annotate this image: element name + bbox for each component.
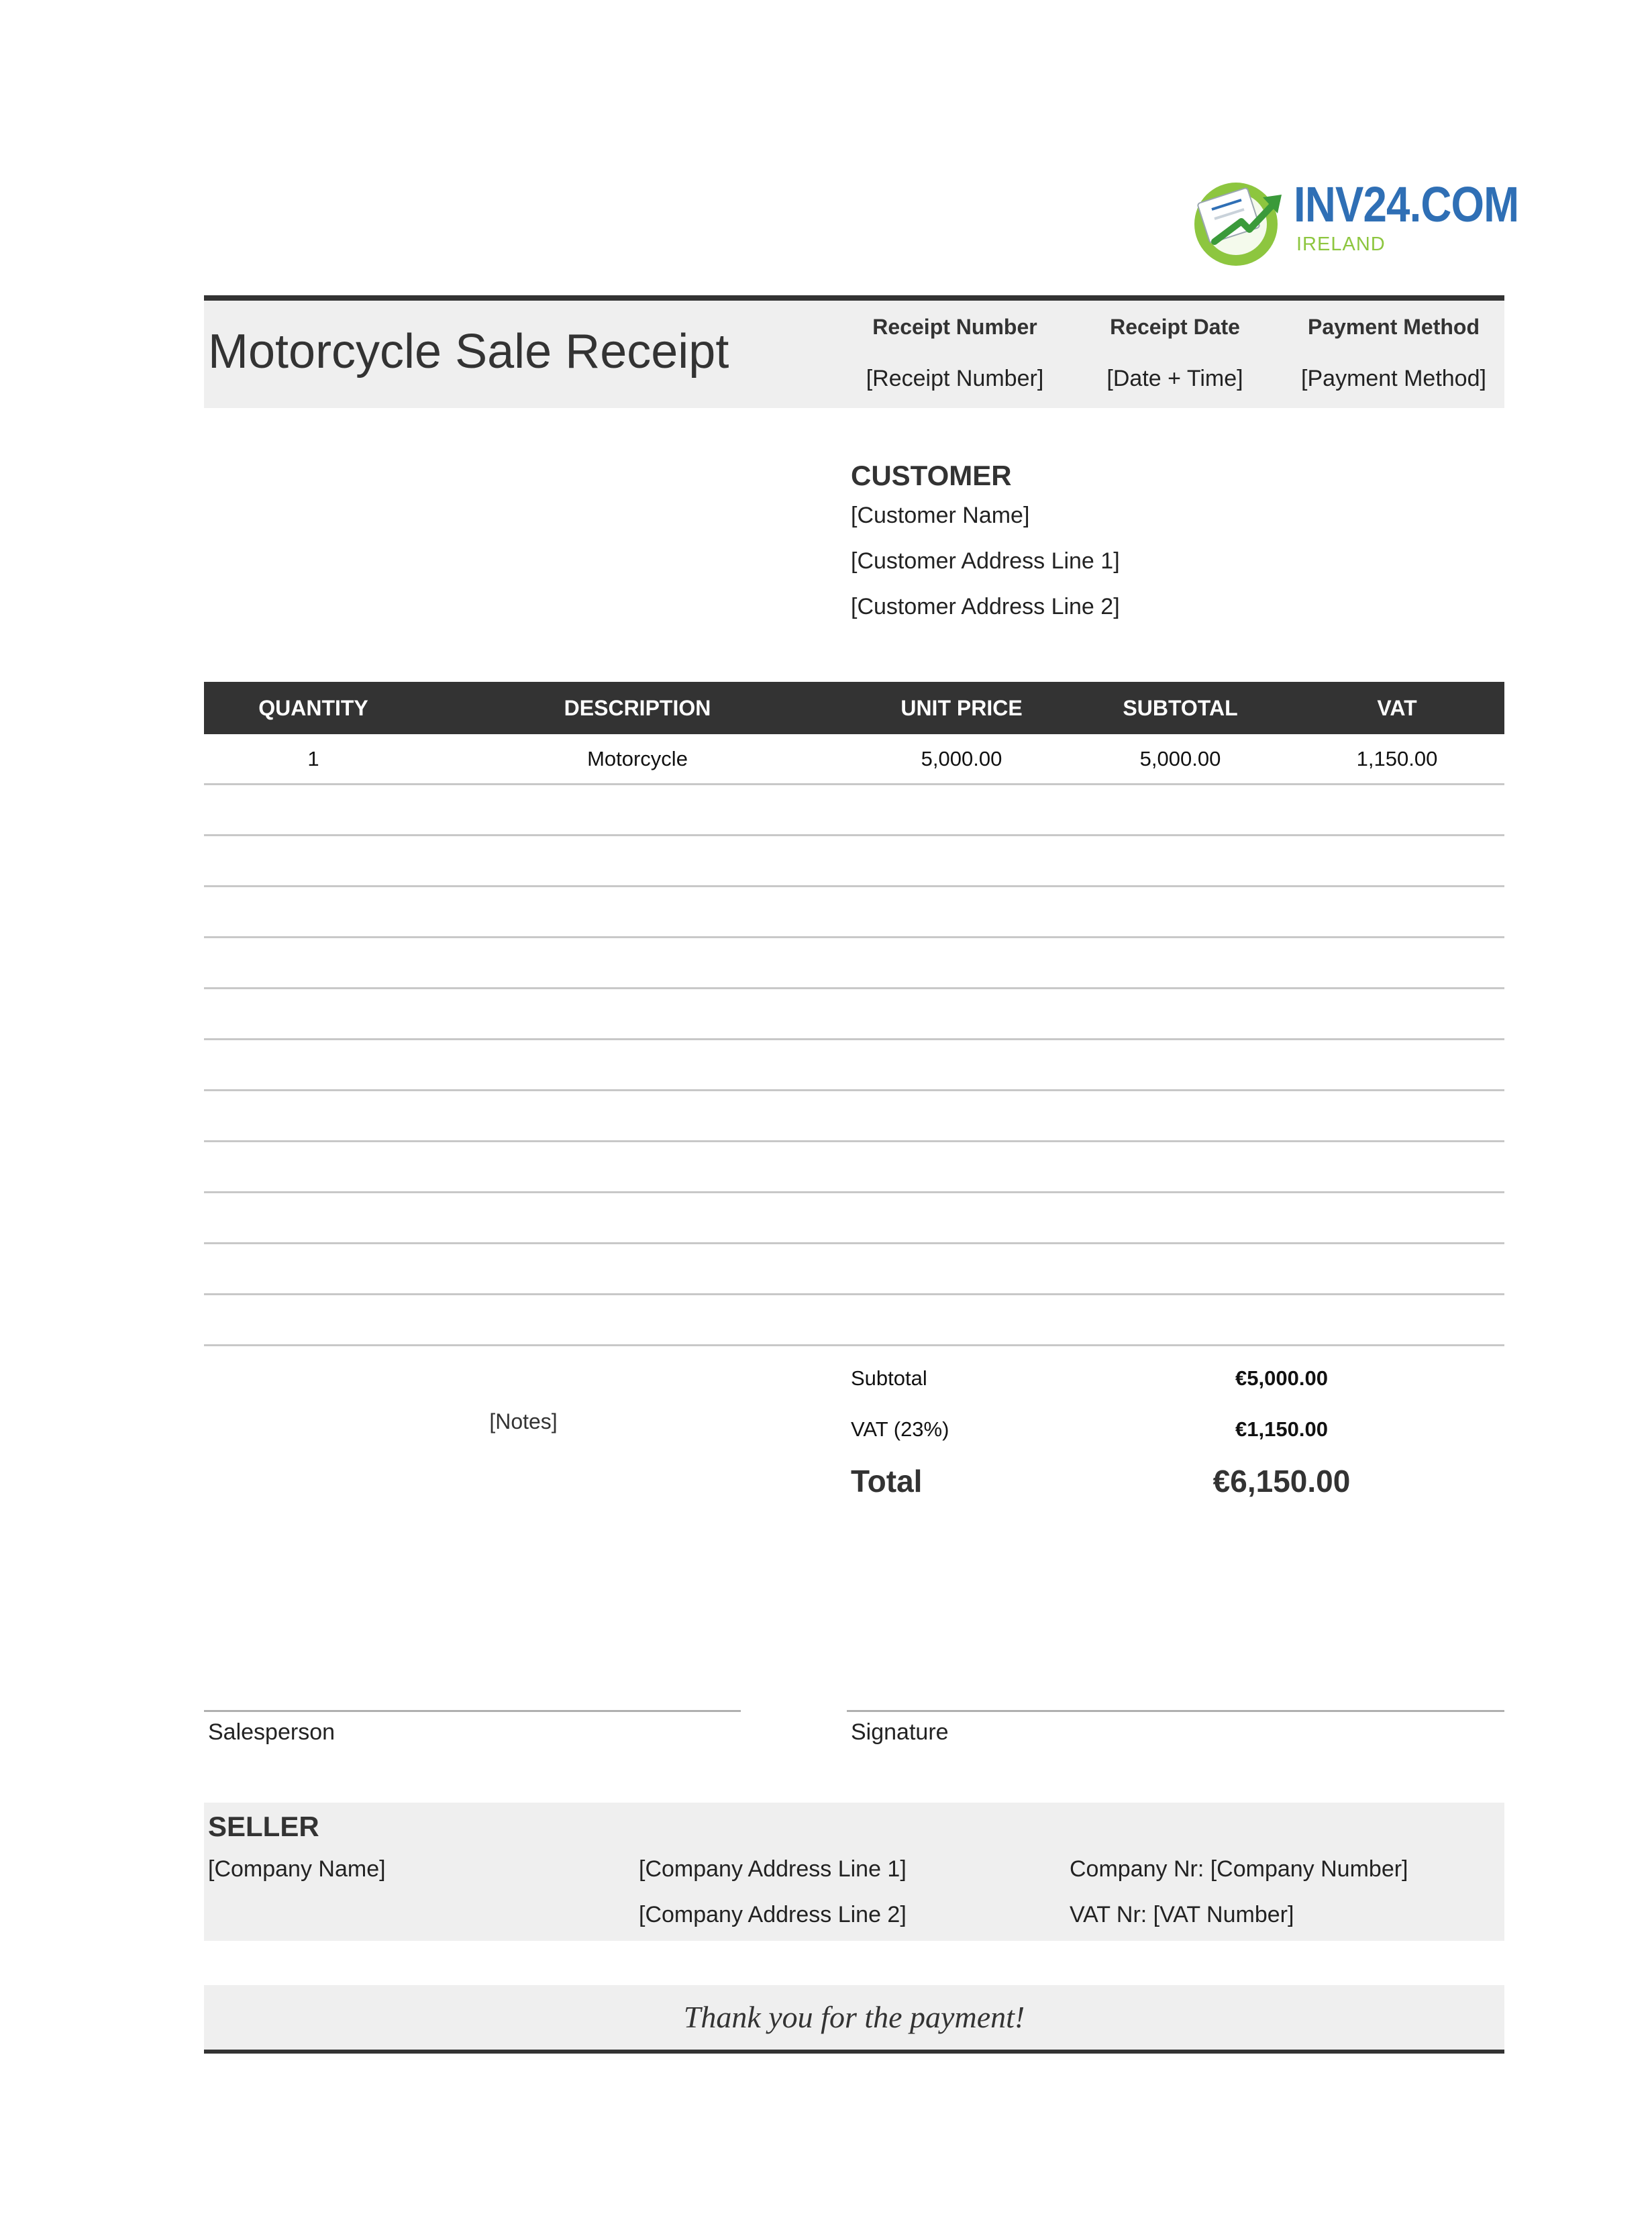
header-unit-price: UNIT PRICE [900,696,1023,720]
header-subtotal: SUBTOTAL [1123,696,1238,720]
table-row [204,887,1504,938]
receipt-date-value: [Date + Time] [1106,366,1243,392]
receipt-date-label: Receipt Date [1110,315,1240,339]
thank-you-message: Thank you for the payment! [683,2000,1025,2034]
company-logo [1188,168,1519,268]
table-row [204,785,1504,836]
receipt-number-value: [Receipt Number] [866,366,1044,392]
payment-method-block [1283,314,1504,393]
customer-heading: CUSTOMER [851,460,1012,491]
vat-value: €1,150.00 [1235,1417,1328,1441]
logo-brand-text: INV24.COM [1294,177,1519,232]
table-row [204,1142,1504,1193]
vat-label: VAT (23%) [851,1417,949,1441]
cell-vat: 1,150.00 [1356,747,1438,770]
customer-signature-line [847,1710,1504,1712]
header-vat: VAT [1377,696,1417,720]
payment-method-label: Payment Method [1307,315,1480,339]
table-row [204,1244,1504,1295]
salesperson-signature-line [204,1710,741,1712]
subtotal-value: €5,000.00 [1235,1366,1328,1390]
cell-unit-price: 5,000.00 [921,747,1002,770]
table-row [204,734,1504,785]
header-quantity: QUANTITY [258,696,368,720]
notes-text: [Notes] [489,1409,558,1433]
table-row [204,1193,1504,1244]
receipt-date-block [1064,314,1286,393]
receipt-number-label: Receipt Number [872,315,1037,339]
logo-country-text: IRELAND [1296,234,1386,255]
seller-vat-number: VAT Nr: [VAT Number] [1070,1902,1294,1927]
customer-address-line-1: [Customer Address Line 1] [851,548,1120,574]
customer-address-line-2: [Customer Address Line 2] [851,594,1120,620]
table-row [204,938,1504,989]
cell-subtotal: 5,000.00 [1139,747,1221,770]
total-value: €6,150.00 [1212,1464,1351,1499]
salesperson-label: Salesperson [208,1719,335,1745]
table-row [204,1295,1504,1346]
receipt-number-block [844,314,1066,393]
items-table-header [204,682,1504,734]
logo-invoice-arrow-icon [1188,174,1288,268]
document-title: Motorcycle Sale Receipt [208,325,729,379]
table-row [204,1091,1504,1142]
cell-quantity: 1 [307,747,319,770]
customer-name: [Customer Name] [851,503,1030,529]
table-row [204,836,1504,887]
table-row [204,989,1504,1040]
bottom-rule [204,2050,1504,2054]
customer-block [851,459,1120,639]
cell-description: Motorcycle [587,747,688,770]
top-rule [204,295,1504,301]
seller-address-line-2: [Company Address Line 2] [639,1902,907,1927]
seller-company-number: Company Nr: [Company Number] [1070,1856,1408,1882]
total-label: Total [851,1464,923,1499]
header-description: DESCRIPTION [564,696,711,720]
seller-company-name: [Company Name] [208,1856,386,1882]
signature-label: Signature [851,1719,949,1745]
table-row [204,1040,1504,1091]
subtotal-label: Subtotal [851,1366,927,1390]
seller-address-line-1: [Company Address Line 1] [639,1856,907,1882]
seller-heading: SELLER [208,1811,319,1842]
payment-method-value: [Payment Method] [1301,366,1486,392]
